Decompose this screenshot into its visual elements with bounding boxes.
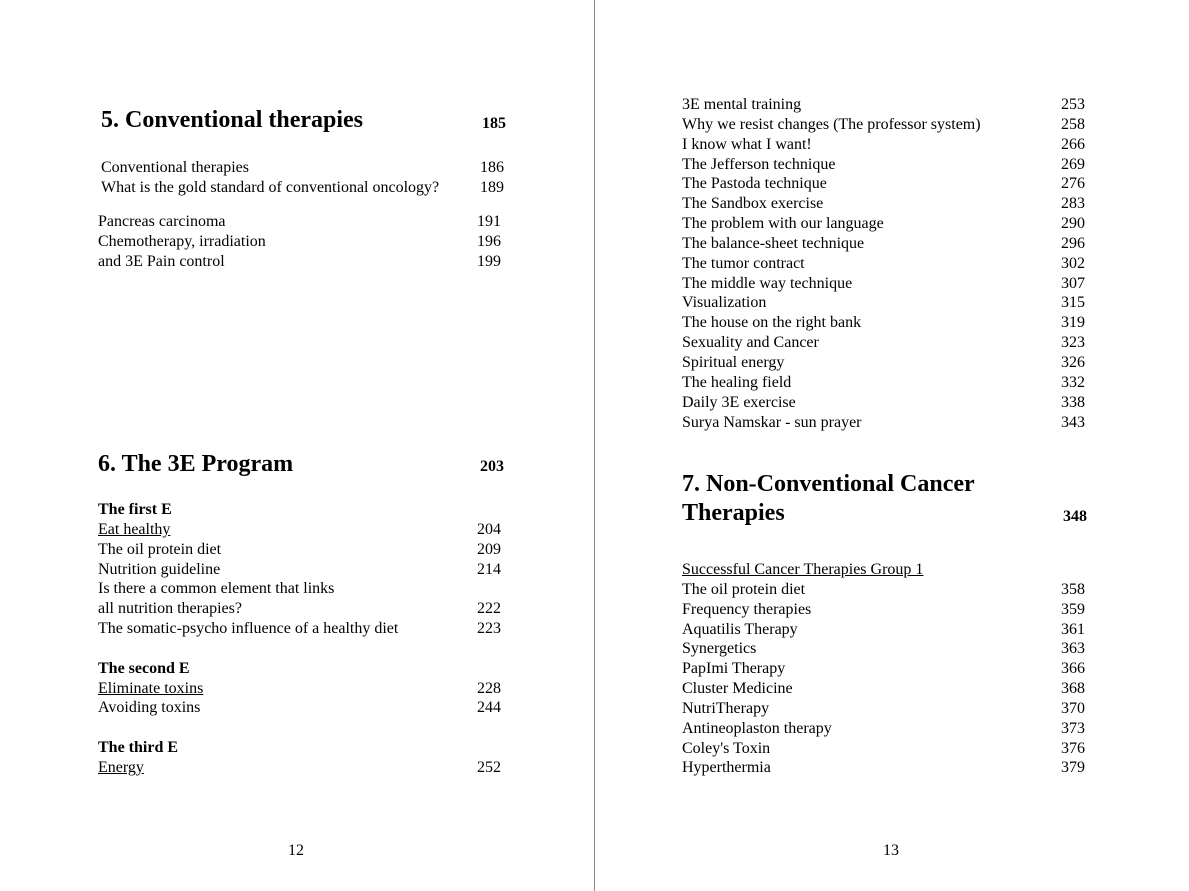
toc-entry-label: The oil protein diet xyxy=(98,540,222,558)
toc-entry-label: Hyperthermia xyxy=(682,759,771,777)
toc-entry-page: 204 xyxy=(477,520,501,538)
toc-entry-label: Antineoplaston therapy xyxy=(682,719,832,737)
spacer xyxy=(98,718,503,738)
toc-entry-label: Frequency therapies xyxy=(682,600,812,618)
toc-entry-label: Coley's Toxin xyxy=(682,739,771,757)
toc-entry[interactable] xyxy=(682,778,1085,798)
section-7-title-line2: Therapies xyxy=(682,500,785,526)
toc-entry-label: Conventional therapies xyxy=(101,159,249,176)
toc-entry-page: 338 xyxy=(1061,393,1085,411)
toc-entry[interactable] xyxy=(682,135,1085,155)
toc-entry-page: 315 xyxy=(1061,294,1085,312)
toc-entry[interactable] xyxy=(98,758,503,778)
section-7-title: 7. Non-Conventional Cancer xyxy=(682,471,975,497)
toc-entry-page: 196 xyxy=(477,232,501,250)
toc-entry[interactable] xyxy=(682,95,1085,115)
toc-entry-page: 361 xyxy=(1061,620,1085,638)
toc-entry[interactable] xyxy=(682,293,1085,313)
toc-entry-label: 3E mental training xyxy=(682,96,802,113)
toc-entry-page: 373 xyxy=(1061,719,1085,737)
subsection-heading xyxy=(98,500,503,520)
toc-entry-label: PapImi Therapy xyxy=(682,660,786,678)
toc-entry-label: Cluster Medicine xyxy=(682,680,793,698)
toc-entry-label: Surya Namskar - sun prayer xyxy=(682,413,862,431)
toc-entry[interactable] xyxy=(98,698,503,718)
toc-entry[interactable] xyxy=(682,758,1085,778)
toc-entry-page: 191 xyxy=(477,213,501,230)
toc-entry-page: 358 xyxy=(1061,580,1085,598)
section-7-entries xyxy=(682,560,1085,798)
toc-entry-label: The house on the right bank xyxy=(682,314,862,332)
toc-entry[interactable] xyxy=(101,178,506,198)
toc-entry[interactable] xyxy=(682,313,1085,333)
toc-entry-page: 332 xyxy=(1061,373,1085,391)
toc-entry-label: The balance-sheet technique xyxy=(682,234,865,252)
toc-entry[interactable] xyxy=(682,679,1085,699)
toc-entry-label: Nutrition guideline xyxy=(98,560,221,578)
toc-entry[interactable] xyxy=(98,252,503,272)
toc-entry-label: The Sandbox exercise xyxy=(682,195,824,213)
section-5-title: 5. Conventional therapies xyxy=(101,107,364,133)
toc-entry[interactable] xyxy=(682,174,1085,194)
toc-entry-page: 199 xyxy=(477,252,501,270)
toc-entry-label: What is the gold standard of conventional oncology? xyxy=(101,178,440,196)
toc-entry[interactable] xyxy=(682,353,1085,373)
toc-entry[interactable] xyxy=(682,413,1085,433)
toc-entry-label: Aquatilis Therapy xyxy=(682,620,798,638)
toc-entry-label: NutriTherapy xyxy=(682,699,770,717)
toc-entry-label: Spiritual energy xyxy=(682,353,785,371)
toc-entry[interactable] xyxy=(682,739,1085,759)
subsection-heading xyxy=(98,738,503,758)
toc-entry-page: 296 xyxy=(1061,234,1085,252)
toc-entry-page: 189 xyxy=(480,178,504,196)
toc-entry-page: 209 xyxy=(477,540,501,558)
section-6-entries xyxy=(98,500,503,778)
toc-entry-page: 307 xyxy=(1061,274,1085,292)
section-5-page: 185 xyxy=(482,115,506,132)
toc-entry-page: 366 xyxy=(1061,660,1085,678)
toc-entry-label: Is there a common element that links xyxy=(98,580,335,598)
toc-entry-page: 253 xyxy=(1061,96,1085,113)
subsection-heading xyxy=(98,659,503,679)
toc-entry[interactable] xyxy=(682,639,1085,659)
toc-entry-label: The Jefferson technique xyxy=(682,155,836,173)
toc-entry-page: 370 xyxy=(1061,699,1085,717)
toc-entry[interactable] xyxy=(98,520,503,540)
right-page xyxy=(595,0,1189,891)
toc-entry-label: The somatic-psycho influence of a healthy diet xyxy=(98,620,399,638)
toc-entry-label: I know what I want! xyxy=(682,135,812,153)
toc-entry[interactable] xyxy=(98,679,503,699)
toc-entry-label: Synergetics xyxy=(682,640,757,658)
toc-entry-label: Why we resist changes (The professor system) xyxy=(682,115,981,133)
toc-entry-page: 326 xyxy=(1061,353,1085,371)
toc-entry-page: 323 xyxy=(1061,334,1085,352)
section-5-group-a xyxy=(101,158,506,198)
toc-entry-page: 319 xyxy=(1061,314,1085,332)
toc-entry[interactable] xyxy=(682,194,1085,214)
toc-entry-label: Pancreas carcinoma xyxy=(98,213,226,230)
toc-entry-label: Avoiding toxins xyxy=(98,699,201,717)
toc-entry[interactable] xyxy=(98,560,503,580)
toc-entry-page: 269 xyxy=(1061,155,1085,173)
toc-entry-label: and 3E Pain control xyxy=(98,252,225,270)
toc-entry-label: Eliminate toxins xyxy=(98,679,204,697)
subsection-heading-label: The first E xyxy=(98,501,172,518)
toc-entry-label: Visualization xyxy=(682,294,767,312)
toc-entry[interactable] xyxy=(98,579,503,599)
toc-entry[interactable] xyxy=(98,540,503,560)
toc-entry[interactable] xyxy=(98,619,503,639)
toc-entry[interactable] xyxy=(98,212,503,232)
toc-entry-page: 244 xyxy=(477,699,501,717)
left-page xyxy=(0,0,594,891)
toc-entry-label: Energy xyxy=(98,758,144,776)
toc-entry[interactable] xyxy=(98,232,503,252)
page-number: 13 xyxy=(883,842,899,859)
toc-entry-page: 343 xyxy=(1061,413,1085,431)
toc-entry[interactable] xyxy=(682,214,1085,234)
toc-entry[interactable] xyxy=(682,719,1085,739)
toc-entry-page: 223 xyxy=(477,620,501,638)
toc-entry[interactable] xyxy=(682,560,1085,580)
section-5-group-b xyxy=(98,212,503,272)
toc-entry-page: 258 xyxy=(1061,115,1085,133)
toc-entry[interactable] xyxy=(682,234,1085,254)
section-6-page: 203 xyxy=(480,458,504,475)
toc-entry-page: 359 xyxy=(1061,600,1085,618)
toc-entry-label: Successful Cancer Therapies Group 1 xyxy=(682,561,924,578)
toc-entry-page: 252 xyxy=(477,758,501,776)
toc-entry-label: Chemotherapy, irradiation xyxy=(98,232,266,250)
toc-entry-label: all nutrition therapies? xyxy=(98,600,242,618)
toc-entry-page: 368 xyxy=(1061,680,1085,698)
section-6-title: 6. The 3E Program xyxy=(98,451,294,477)
toc-entry[interactable] xyxy=(101,158,506,178)
section-7-page: 348 xyxy=(1063,508,1087,525)
toc-entry[interactable] xyxy=(682,254,1085,274)
toc-entry[interactable] xyxy=(682,393,1085,413)
toc-entry[interactable] xyxy=(682,600,1085,620)
toc-entry-page: 376 xyxy=(1061,739,1085,757)
toc-entry-page: 186 xyxy=(480,159,504,176)
toc-entry-page: 363 xyxy=(1061,640,1085,658)
toc-entry-label: The middle way technique xyxy=(682,274,853,292)
toc-entry[interactable] xyxy=(682,155,1085,175)
toc-entry-label: Daily 3E exercise xyxy=(682,393,796,411)
toc-entry-page: 276 xyxy=(1061,175,1085,193)
toc-entry-page: 283 xyxy=(1061,195,1085,213)
toc-entry-page: 222 xyxy=(477,600,501,618)
subsection-heading-label: The third E xyxy=(98,739,179,757)
toc-entry-page: 379 xyxy=(1061,759,1085,777)
toc-entry-label: The Pastoda technique xyxy=(682,175,827,193)
toc-entry[interactable] xyxy=(98,599,503,619)
toc-entry[interactable] xyxy=(682,373,1085,393)
toc-entry-label: The problem with our language xyxy=(682,215,884,233)
toc-entry[interactable] xyxy=(682,115,1085,135)
toc-entry-page: 290 xyxy=(1061,215,1085,233)
toc-entry[interactable] xyxy=(682,659,1085,679)
toc-entry[interactable] xyxy=(682,580,1085,600)
toc-entry[interactable] xyxy=(682,274,1085,294)
section-6-continued-entries xyxy=(682,95,1085,432)
page-number: 12 xyxy=(288,842,304,859)
toc-entry-label: Sexuality and Cancer xyxy=(682,334,819,352)
toc-entry-page: 228 xyxy=(477,679,501,697)
subsection-heading-label: The second E xyxy=(98,659,190,677)
toc-entry[interactable] xyxy=(682,333,1085,353)
toc-entry-label: The healing field xyxy=(682,373,792,391)
toc-entry-label: The tumor contract xyxy=(682,254,805,272)
toc-entry-label: The oil protein diet xyxy=(682,580,806,598)
toc-entry-page: 302 xyxy=(1061,254,1085,272)
toc-entry-page: 266 xyxy=(1061,135,1085,153)
toc-entry[interactable] xyxy=(682,699,1085,719)
toc-entry-page: 214 xyxy=(477,560,501,578)
toc-entry-label: Eat healthy xyxy=(98,520,171,538)
spacer xyxy=(98,639,503,659)
toc-entry[interactable] xyxy=(682,620,1085,640)
